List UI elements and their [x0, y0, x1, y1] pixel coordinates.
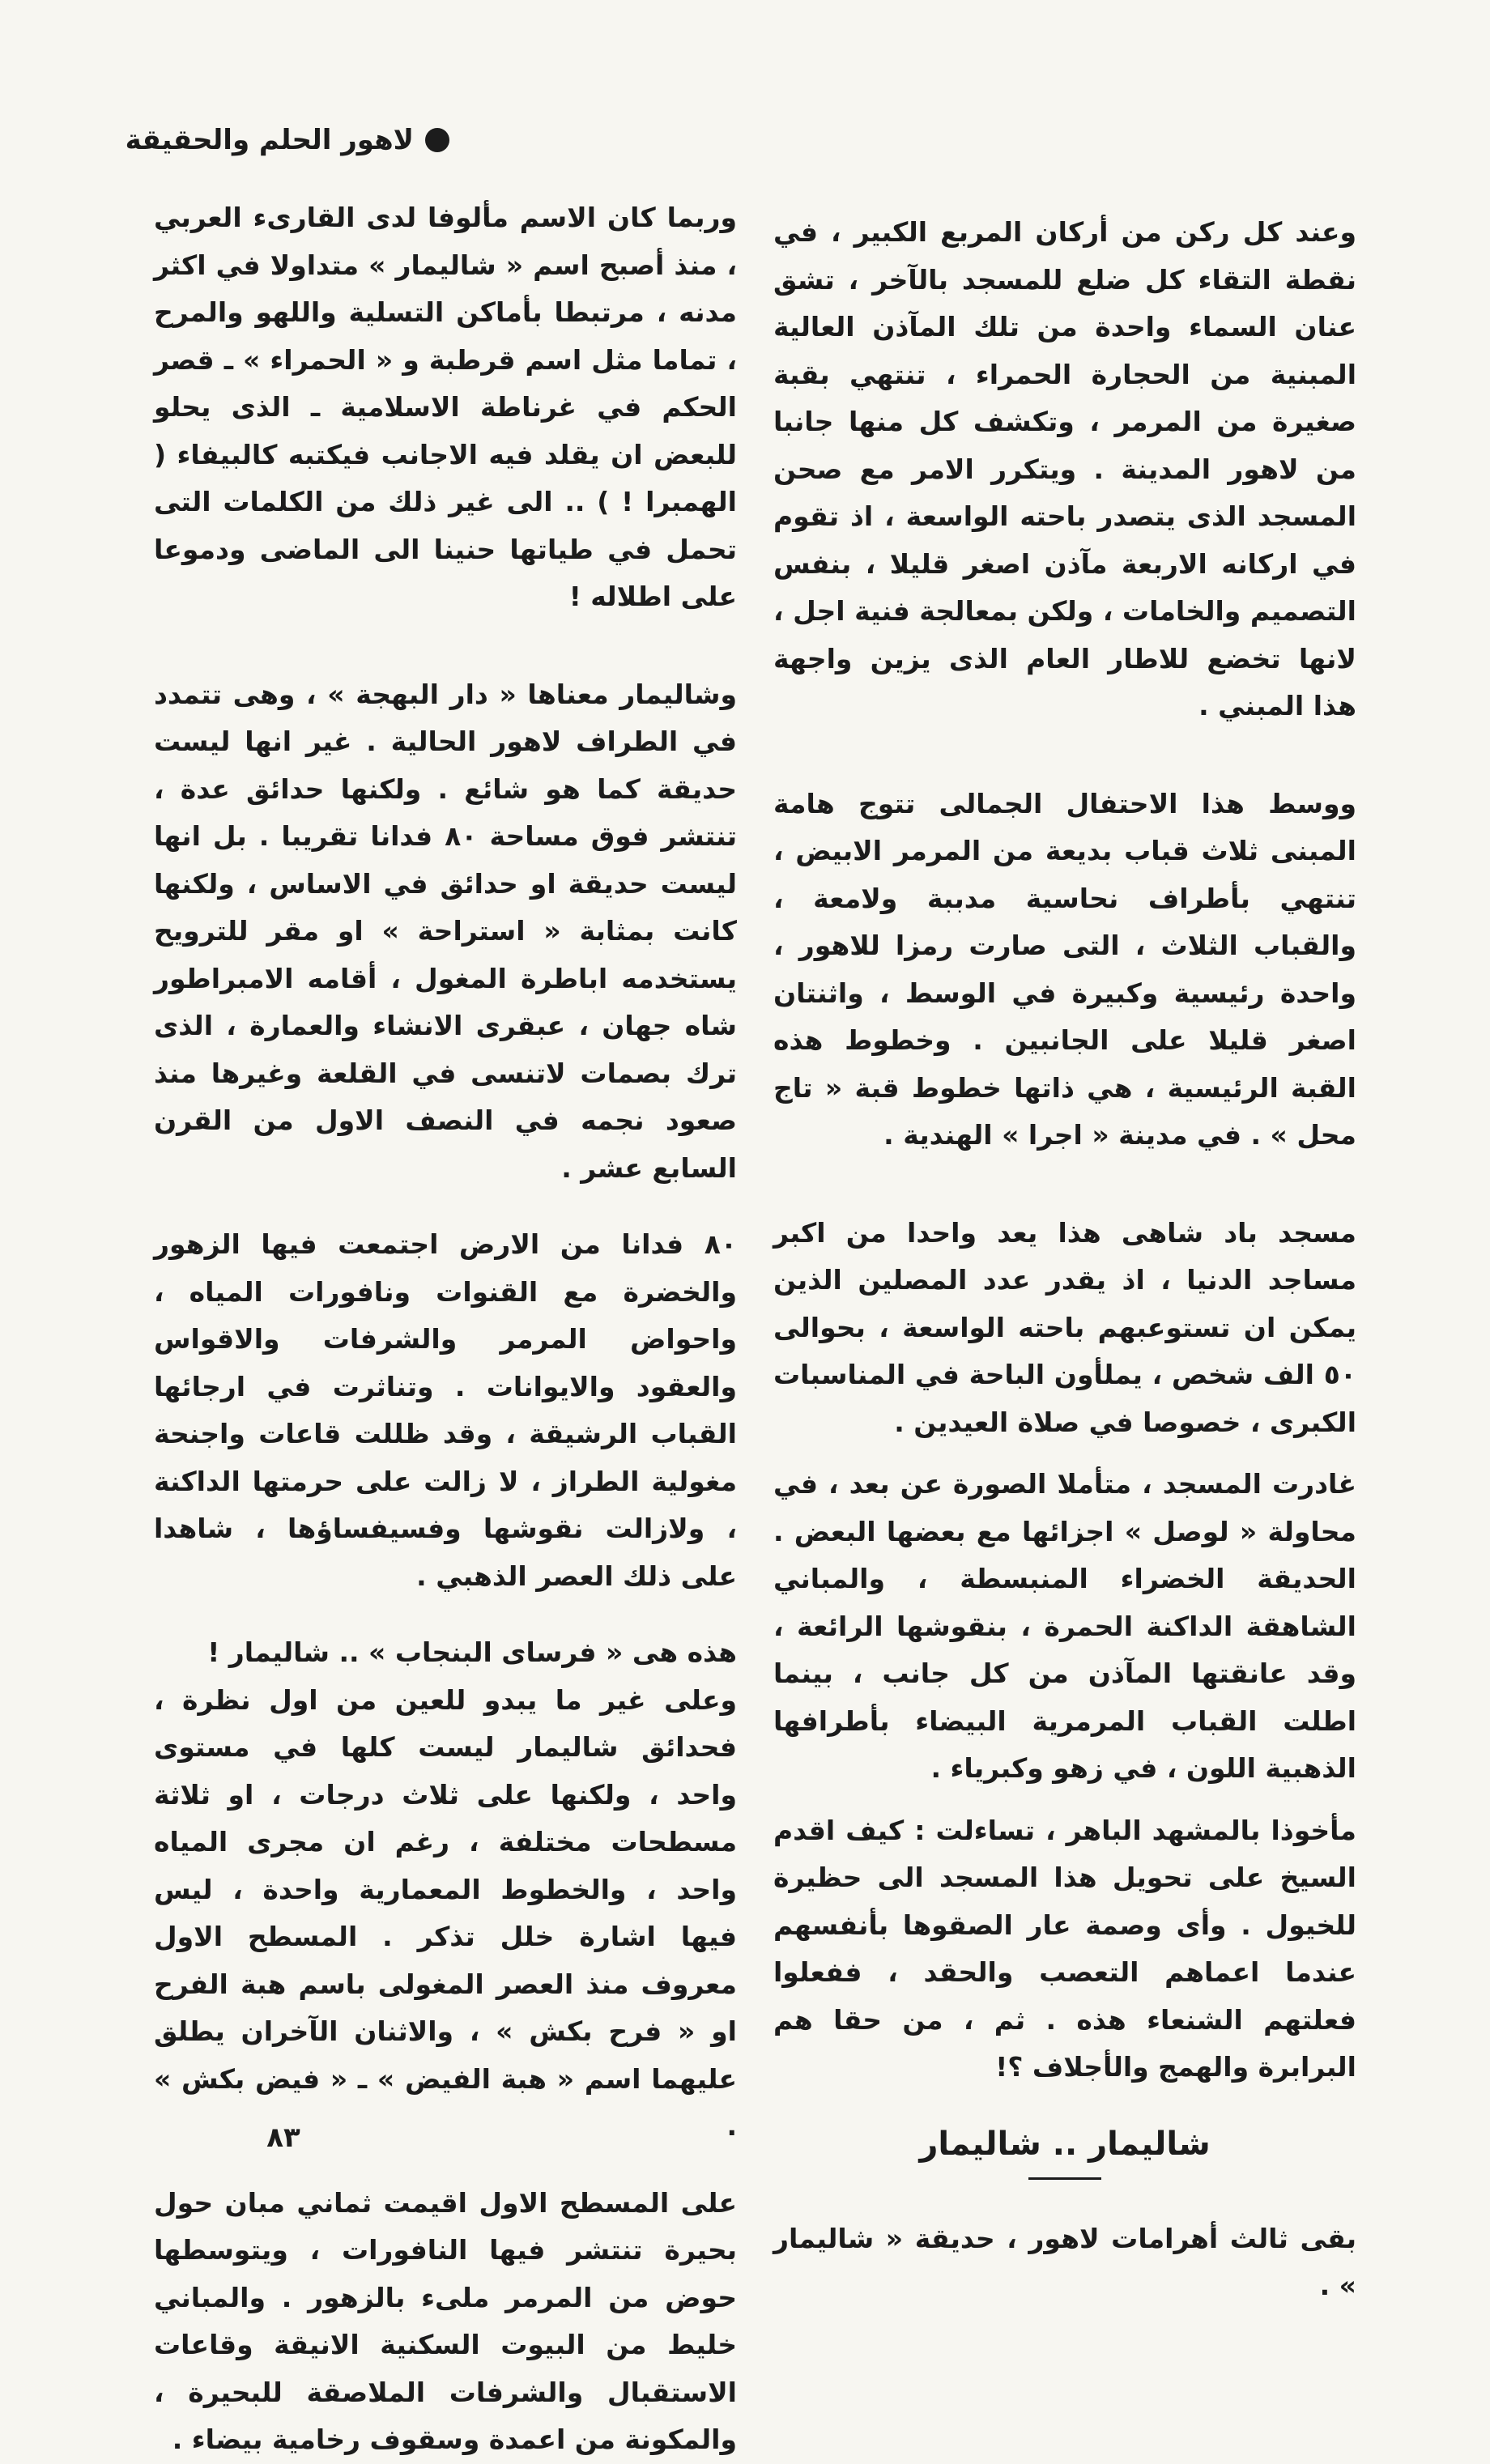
paragraph: بقى ثالث أهرامات لاهور ، حديقة « شاليمار » .: [773, 2222, 1356, 2301]
page-number: ٨٣: [266, 2121, 300, 2154]
paragraph: وشاليمار معناها « دار البهجة » ، وهى تتمدد في الطراف لاهور الحالية . غير انها ليست حديقة كما هو شائع . ولكنها حدائق عدة ، تنتشر فوق مساحة ٨٠ فدانا تقريبا . بل انها ليست حديقة او حدائق في الاساس ، ولكنها كانت بمثابة « استراحة » او مقر للترويح يستخدمه اباطرة المغول ، أقامه الامبراطور شاه جهان ، عبقرى الانشاء والعمارة ، الذى ترك بصمات لاتنسى في القلعة وغيرها منذ صعود نجمه في النصف الاول من القرن السابع عشر .: [154, 678, 737, 1184]
paragraph: ووسط هذا الاحتفال الجمالى تتوج هامة المبنى ثلاث قباب بديعة من المرمر الابيض ، تنتهي بأطراف نحاسية مدببة ولامعة ، والقباب الثلاث ، التى صارت رمزا للاهور ، واحدة رئيسية وكبيرة في الوسط ، واثنتان اصغر قليلا على الجانبين . وخطوط هذه القبة الرئيسية ، هي ذاتها خطوط قبة « تاج محل » . في مدينة « اجرا » الهندية .: [773, 787, 1356, 1151]
running-head-title: لاهور الحلم والحقيقة: [125, 124, 414, 156]
left-column: [154, 194, 737, 2464]
paragraph: على المسطح الاول اقيمت ثماني مبان حول بحيرة تنتشر فيها النافورات ، ويتوسطها حوض من المرمر ملىء بالزهور . والمباني خليط من البيوت السكنية الانيقة وقاعات الاستقبال والشرفات الملاصقة للبحيرة ، والمكونة من اعمدة وسقوف رخامية بيضاء .: [154, 2186, 737, 2455]
paragraph: مأخوذا بالمشهد الباهر ، تساءلت : كيف اقدم السيخ على تحويل هذا المسجد الى حظيرة للخيول . وأى وصمة عار الصقوها بأنفسهم عندما اعماهم التعصب والحقد ، ففعلوا فعلتهم الشنعاء هذه . ثم ، من حقا هم البرابرة والهمج والأجلاف ؟!: [773, 1814, 1356, 2083]
paragraph: ٨٠ فدانا من الارض اجتمعت فيها الزهور والخضرة مع القنوات ونافورات المياه ، واحواض المرمر والشرفات والاقواس والعقود والايوانات . وتناثرت في ارجائها القباب الرشيقة ، وقد ظللت قاعات واجنحة مغولية الطراز ، لا زالت على حرمتها الداكنة ، ولازالت نقوشها وفسيفساؤها ، شاهدا على ذلك العصر الذهبي .: [154, 1228, 737, 1592]
paragraph: وعند كل ركن من أركان المربع الكبير ، في نقطة التقاء كل ضلع للمسجد بالآخر ، تشق عنان السماء واحدة من تلك المآذن العالية المبنية من الحجارة الحمراء ، تنتهي بقبة صغيرة من المرمر ، وتكشف كل منها جانبا من لاهور المدينة . ويتكرر الامر مع صحن المسجد الذى يتصدر باحته الواسعة ، اذ تقوم في اركانه الاربعة مآذن اصغر قليلا ، بنفس التصميم والخامات ، ولكن بمعالجة فنية اجل ، لانها تخضع للاطار العام الذى يزين واجهة هذا المبني .: [773, 216, 1356, 721]
section-heading: شاليمار .. شاليمار: [919, 2125, 1211, 2163]
running-head: [125, 115, 449, 165]
heading-underline: [1028, 2177, 1101, 2180]
paragraph: وعلى غير ما يبدو للعين من اول نظرة ، فحدائق شاليمار ليست كلها في مستوى واحد ، ولكنها على ثلاث درجات ، او ثلاثة مسطحات مختلفة ، رغم ان مجرى المياه واحد ، والخطوط المعمارية واحدة ، ليس فيها اشارة خلل تذكر . المسطح الاول معروف منذ العصر المغولى باسم هبة الفرح او « فرح بكش » ، والاثنان الآخران يطلق عليهما اسم « هبة الفيض » ـ « فيض بكش » .: [154, 1683, 737, 2142]
paragraph: غادرت المسجد ، متأملا الصورة عن بعد ، في محاولة « لوصل » اجزائها مع بعضها البعض . الحديقة الخضراء المنبسطة ، والمباني الشاهقة الداكنة الحمرة ، بنقوشها الرائعة ، وقد عانقتها المآذن من كل جانب ، بينما اطلت القباب المرمرية البيضاء بأطرافها الذهبية اللون ، في زهو وكبرياء .: [773, 1468, 1356, 1784]
paragraph: مسجد باد شاهى هذا يعد واحدا من اكبر مساجد الدنيا ، اذ يقدر عدد المصلين الذين يمكن ان تستوعبهم باحته الواسعة ، بحوالى ٥٠ الف شخص ، يملأون الباحة في المناسبات الكبرى ، خصوصا في صلاة العيدين .: [773, 1216, 1356, 1438]
paragraph: وربما كان الاسم مألوفا لدى القارىء العربي ، منذ أصبح اسم « شاليمار » متداولا في اكثر مدنه ، مرتبطا بأماكن التسلية واللهو والمرح ، تماما مثل اسم قرطبة و « الحمراء » ـ قصر الحكم في غرناطة الاسلامية ـ الذى يحلو للبعض ان يقلد فيه الاجانب فيكتبه كالبيفاء ( الهمبرا ! ) .. الى غير ذلك من الكلمات التى تحمل في طياتها حنينا الى الماضى ودموعا على اطلاله !: [154, 202, 737, 612]
right-column: [773, 209, 1356, 2310]
bullet-icon: [425, 128, 449, 152]
paragraph: هذه هى « فرساى البنجاب » .. شاليمار !: [207, 1636, 737, 1668]
